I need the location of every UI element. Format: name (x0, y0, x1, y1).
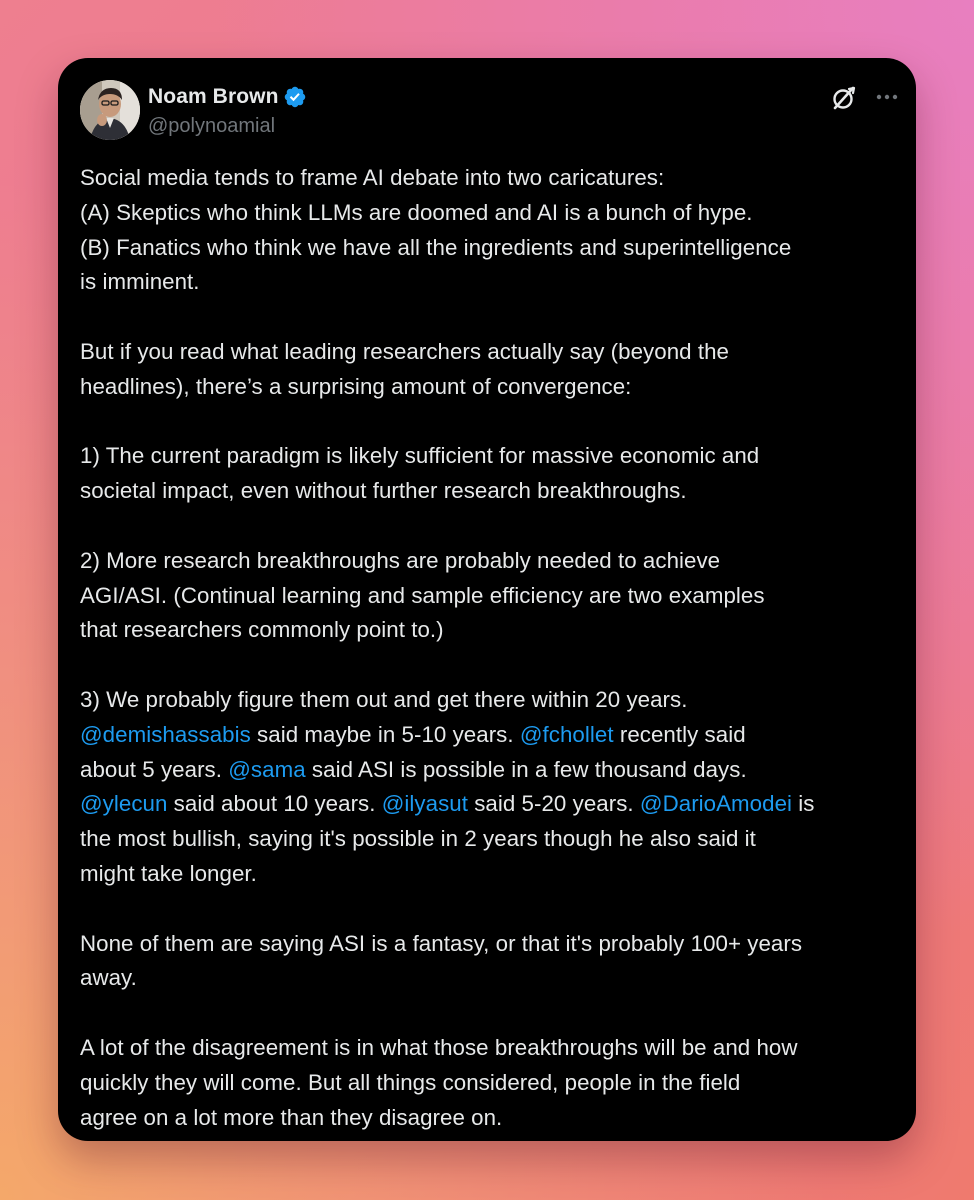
text-line (80, 787, 904, 822)
mention-link-sama[interactable]: @sama (228, 756, 306, 782)
paragraph (80, 439, 904, 509)
paragraph (80, 161, 904, 300)
text-line: 1) The current paradigm is likely sufficient for massive economic and (80, 443, 760, 469)
text-line (80, 718, 904, 753)
paragraph (80, 544, 904, 648)
text-line: AGI/ASI. (Continual learning and sample efficiency are two examples (80, 582, 765, 608)
author-handle[interactable]: @polynoamial (148, 115, 276, 137)
text-line (80, 753, 904, 788)
text-line: away. (80, 965, 137, 991)
text-line: agree on a lot more than they disagree on. (80, 1104, 503, 1130)
avatar-photo (80, 80, 140, 140)
text-line: 2) More research breakthroughs are probably needed to achieve (80, 547, 721, 573)
avatar[interactable] (80, 80, 140, 140)
mention-link-demishassabis[interactable]: @demishassabis (80, 721, 251, 747)
text-line: Social media tends to frame AI debate into two caricatures: (80, 165, 665, 190)
text-line: societal impact, even without further research breakthroughs. (80, 478, 687, 504)
mention-link-fchollet[interactable]: @fchollet (519, 721, 614, 747)
author-name[interactable]: Noam Brown (148, 85, 279, 108)
post-body (80, 161, 904, 1135)
mention-link-darioamodei[interactable]: @DarioAmodei (639, 791, 793, 817)
text-fragment: is (792, 791, 815, 817)
paragraph (80, 335, 904, 405)
verified-badge-icon[interactable] (283, 85, 307, 109)
text-line: None of them are saying ASI is a fantasy, or that it's probably 100+ years (80, 930, 803, 956)
text-fragment: said ASI is possible in a few thousand days. (305, 756, 747, 782)
text-fragment: recently said (613, 721, 746, 747)
grok-icon[interactable] (830, 84, 858, 112)
text-fragment: said maybe in 5-10 years. (250, 721, 520, 747)
text-line: might take longer. (80, 860, 257, 886)
paragraph-gap (80, 892, 904, 927)
text-fragment: said 5-20 years. (467, 791, 640, 817)
text-line: the most bullish, saying it's possible in 2 years though he also said it (80, 826, 756, 852)
mention-link-ilyasut[interactable]: @ilyasut (381, 791, 468, 817)
more-icon[interactable] (872, 82, 902, 112)
paragraph (80, 927, 904, 997)
text-fragment: about 5 years. (80, 756, 229, 782)
text-line: 3) We probably figure them out and get there within 20 years. (80, 686, 688, 712)
mention-link-ylecun[interactable]: @ylecun (80, 791, 168, 817)
paragraph-gap (80, 996, 904, 1031)
text-line: that researchers commonly point to.) (80, 617, 444, 643)
paragraph (80, 683, 904, 892)
text-line: (A) Skeptics who think LLMs are doomed and AI is a bunch of hype. (80, 199, 753, 225)
text-line: But if you read what leading researchers actually say (beyond the (80, 338, 729, 364)
paragraph-gap (80, 509, 904, 544)
paragraph-gap (80, 648, 904, 683)
text-line: headlines), there’s a surprising amount of convergence: (80, 373, 632, 399)
paragraph-gap (80, 405, 904, 440)
text-fragment: said about 10 years. (167, 791, 382, 817)
text-line: quickly they will come. But all things considered, people in the field (80, 1069, 741, 1095)
paragraph-gap (80, 300, 904, 335)
paragraph (80, 1031, 904, 1135)
text-line: A lot of the disagreement is in what those breakthroughs will be and how (80, 1034, 798, 1060)
text-line: (B) Fanatics who think we have all the ingredients and superintelligence (80, 234, 792, 260)
post-card (58, 58, 916, 1141)
text-line: is imminent. (80, 269, 200, 295)
author-name-row[interactable] (148, 84, 307, 110)
